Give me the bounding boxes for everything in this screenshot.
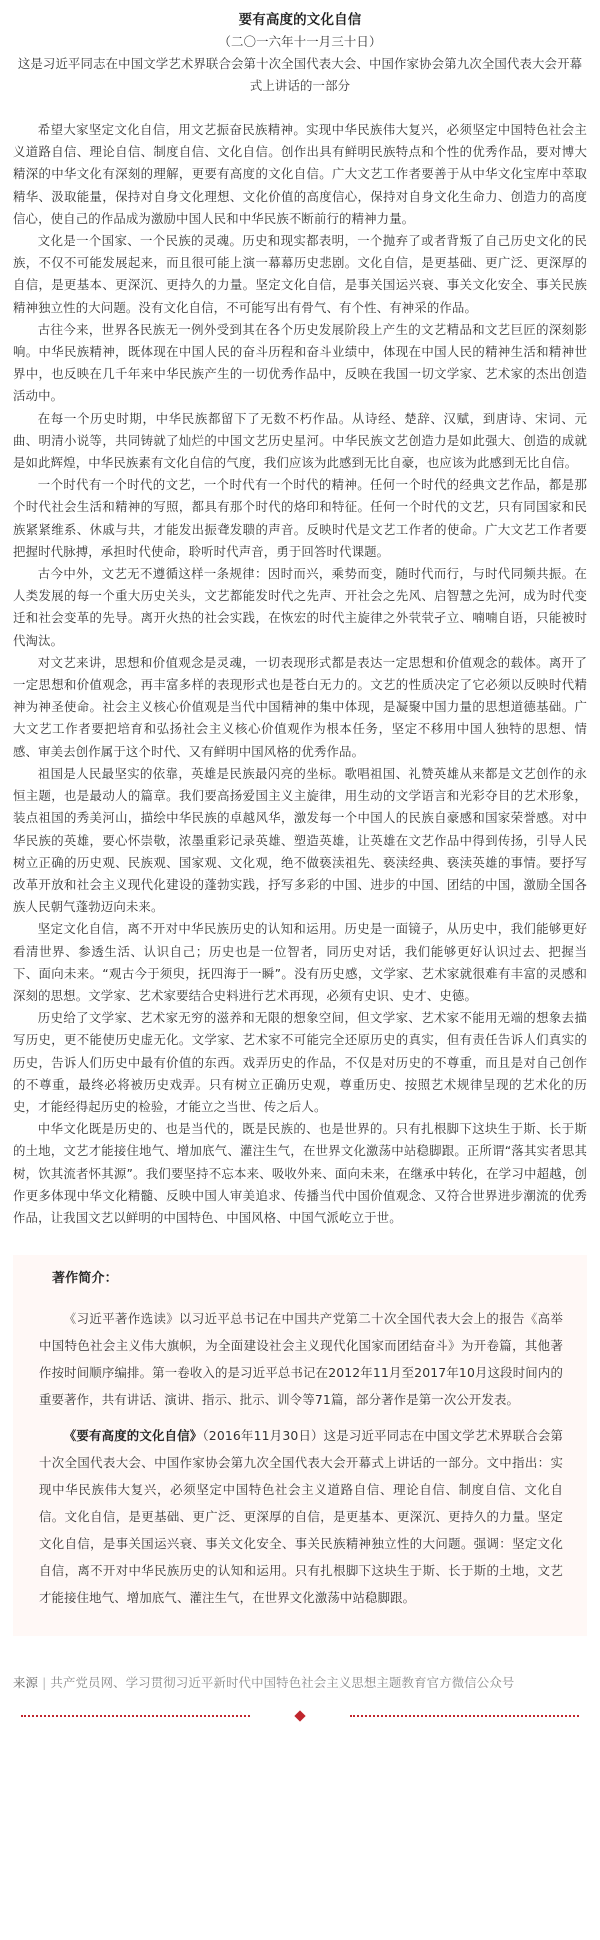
paragraph: 古往今来，世界各民族无一例外受到其在各个历史发展阶段上产生的文艺精品和文艺巨匠的深刻影响。中华民族精神，既体现在中国人民的奋斗历程和奋斗业绩中，体现在中国人民的精神生活和精神世界中，也反映在几千年来中华民族产生的一切优秀作品中，反映在我国一切文学家、艺术家的杰出创造活动中。 <box>13 321 587 404</box>
paragraph: 坚定文化自信，离不开对中华民族历史的认知和运用。历史是一面镜子，从历史中，我们能够更好看清世界、参透生活、认识自己；历史也是一位智者，同历史对话，我们能够更好认识过去、把握当下、面向未来。“观古今于须臾，抚四海于一瞬”。没有历史感，文学家、艺术家就很难有丰富的灵感和深刻的思想。文学家、艺术家要结合史料进行艺术再现，必须有史识、史才、史德。 <box>13 921 587 1003</box>
paragraph: 一个时代有一个时代的文艺，一个时代有一个时代的精神。任何一个时代的经典文艺作品，都是那个时代社会生活和精神的写照，都具有那个时代的烙印和特征。任何一个时代的文艺，只有同国家和民族紧紧维系、休戚与共，才能发出振聋发聩的声音。反映时代是文艺工作者的使命。广大文艺工作者要把握时代脉搏，承担时代使命，聆听时代声音，勇于回答时代课题。 <box>13 477 587 559</box>
article-body <box>13 119 587 1229</box>
source-line <box>13 1672 587 1694</box>
article-subtitle: 这是习近平同志在中国文学艺术界联合会第十次全国代表大会、中国作家协会第九次全国代表大会开幕式上讲话的一部分 <box>17 56 583 93</box>
paragraph: 对文艺来讲，思想和价值观念是灵魂，一切表现形式都是表达一定思想和价值观念的载体。离开了一定思想和价值观念，再丰富多样的表现形式也是苍白无力的。文艺的性质决定了它必须以反映时代精神为神圣使命。社会主义核心价值观是当代中国精神的集中体现，是凝聚中国力量的思想道德基础。广大文艺工作者要把培育和弘扬社会主义核心价值观作为根本任务，坚定不移用中国人独特的思想、情感、审美去创作属于这个时代、又有鲜明中国风格的优秀作品。 <box>13 654 587 759</box>
ornamental-divider <box>13 1712 587 1720</box>
intro-heading: 著作简介： <box>52 1271 118 1287</box>
paragraph: 文化是一个国家、一个民族的灵魂。历史和现实都表明，一个抛弃了或者背叛了自己历史文化的民族，不仅不可能发展起来，而且很可能上演一幕幕历史悲剧。文化自信，是更基础、更广泛、更深厚的自信，是更基本、更深沉、更持久的力量。坚定文化自信，是事关国运兴衰、事关文化安全、事关民族精神独立性的大问题。没有文化自信，不可能写出有骨气、有个性、有神采的作品。 <box>13 233 587 315</box>
paragraph: 在每一个历史时期，中华民族都留下了无数不朽作品。从诗经、楚辞、汉赋，到唐诗、宋词、元曲、明清小说等，共同铸就了灿烂的中国文艺历史星河。中华民族文艺创造力是如此强大、创造的成就是如此辉煌，中华民族素有文化自信的气度，我们应该为此感到无比自豪，也应该为此感到无比自信。 <box>13 410 587 471</box>
paragraph: 古今中外，文艺无不遵循这样一条规律：因时而兴，乘势而变，随时代而行，与时代同频共振。在人类发展的每一个重大历史关头，文艺都能发时代之先声、开社会之先风、启智慧之先河，成为时代变迁和社会变革的先导。离开火热的社会实践，在恢宏的时代主旋律之外茕茕孑立、喃喃自语，只能被时代淘汰。 <box>13 566 587 648</box>
article-title: 要有高度的文化自信 <box>238 12 362 28</box>
source-label: 来源 <box>13 1675 39 1691</box>
intro-paragraph <box>39 1422 563 1611</box>
paragraph: 希望大家坚定文化自信，用文艺振奋民族精神。实现中华民族伟大复兴，必须坚定中国特色社会主义道路自信、理论自信、制度自信、文化自信。创作出具有鲜明民族特点和个性的优秀作品，要对博大精深的中华文化有深刻的理解，更要有高度的文化自信。广大文艺工作者要善于从中华文化宝库中萃取精华、汲取能量，保持对自身文化理想、文化价值的高度信心，保持对自身文化生命力、创造力的高度信心，使自己的作品成为激励中国人民和中华民族不断前行的精神力量。 <box>13 122 587 226</box>
intro-paragraph-text: （2016年11月30日）这是习近平同志在中国文学艺术界联合会第十次全国代表大会、中国作家协会第九次全国代表大会开幕式上讲话的一部分。文中指出：实现中华民族伟大复兴，必须坚定中国特色社会主义道路自信、理论自信、制度自信、文化自信。文化自信，是更基础、更广泛、更深厚的自信，是更基本、更深沉、更持久的力量。坚定文化自信，是事关国运兴衰、事关文化安全、事关民族精神独立性的大问题。强调：坚定文化自信，离不开对中华民族历史的认知和运用。只有扎根脚下这块生于斯、长于斯的土地，文艺才能接住地气、增加底气、灌注生气，在世界文化激荡中站稳脚跟。 <box>39 1428 563 1606</box>
source-text: 共产党员网、学习贯彻习近平新时代中国特色社会主义思想主题教育官方微信公众号 <box>50 1675 515 1691</box>
source-separator: | <box>42 1675 47 1691</box>
intro-paragraph: 《习近平著作选读》以习近平总书记在中国共产党第二十次全国代表大会上的报告《高举中国特色社会主义伟大旗帜，为全面建设社会主义现代化国家而团结奋斗》为开卷篇，其他著作按时间顺序编排。第一卷收入的是习近平总书记在2012年11月至2017年10月这段时间内的重要著作，共有讲话、演讲、指示、批示、训令等71篇，部分著作是第一次公开发表。 <box>39 1311 563 1408</box>
intro-book-title: 《要有高度的文化自信》 <box>63 1428 203 1444</box>
book-intro-box <box>13 1255 587 1636</box>
paragraph: 中华文化既是历史的、也是当代的，既是民族的、也是世界的。只有扎根脚下这块生于斯、长于斯的土地，文艺才能接住地气、增加底气、灌注生气，在世界文化激荡中站稳脚跟。正所谓“落其实者思其树，饮其流者怀其源”。我们要坚持不忘本来、吸收外来、面向未来，在继承中转化，在学习中超越，创作更多体现中华文化精髓、反映中国人审美追求、传播当代中国价值观念、又符合世界进步潮流的优秀作品，让我国文艺以鲜明的中国特色、中国风格、中国气派屹立于世。 <box>13 1121 587 1225</box>
divider-line-left <box>21 1715 250 1717</box>
article-date: （二〇一六年十一月三十日） <box>218 34 382 49</box>
paragraph: 祖国是人民最坚实的依靠，英雄是民族最闪亮的坐标。歌唱祖国、礼赞英雄从来都是文艺创作的永恒主题，也是最动人的篇章。我们要高扬爱国主义主旋律，用生动的文学语言和光彩夺目的艺术形象，装点祖国的秀美河山，描绘中华民族的卓越风华，激发每一个中国人的民族自豪感和国家荣誉感。对中华民族的英雄，要心怀崇敬，浓墨重彩记录英雄、塑造英雄，让英雄在文艺作品中得到传扬，引导人民树立正确的历史观、民族观、国家观、文化观，绝不做亵渎祖先、亵渎经典、亵渎英雄的事情。要抒写改革开放和社会主义现代化建设的蓬勃实践，抒写多彩的中国、进步的中国、团结的中国，激励全国各族人民朝气蓬勃迈向未来。 <box>13 765 587 915</box>
diamond-icon <box>294 1710 305 1721</box>
divider-line-right <box>350 1715 579 1717</box>
paragraph: 历史给了文学家、艺术家无穷的滋养和无限的想象空间，但文学家、艺术家不能用无端的想象去描写历史，更不能使历史虚无化。文学家、艺术家不可能完全还原历史的真实，但有责任告诉人们真实的历史，告诉人们历史中最有价值的东西。戏弄历史的作品，不仅是对历史的不尊重，而且是对自己创作的不尊重，最终必将被历史戏弄。只有树立正确历史观，尊重历史、按照艺术规律呈现的艺术化的历史，才能经得起历史的检验，才能立之当世、传之后人。 <box>13 1010 587 1114</box>
